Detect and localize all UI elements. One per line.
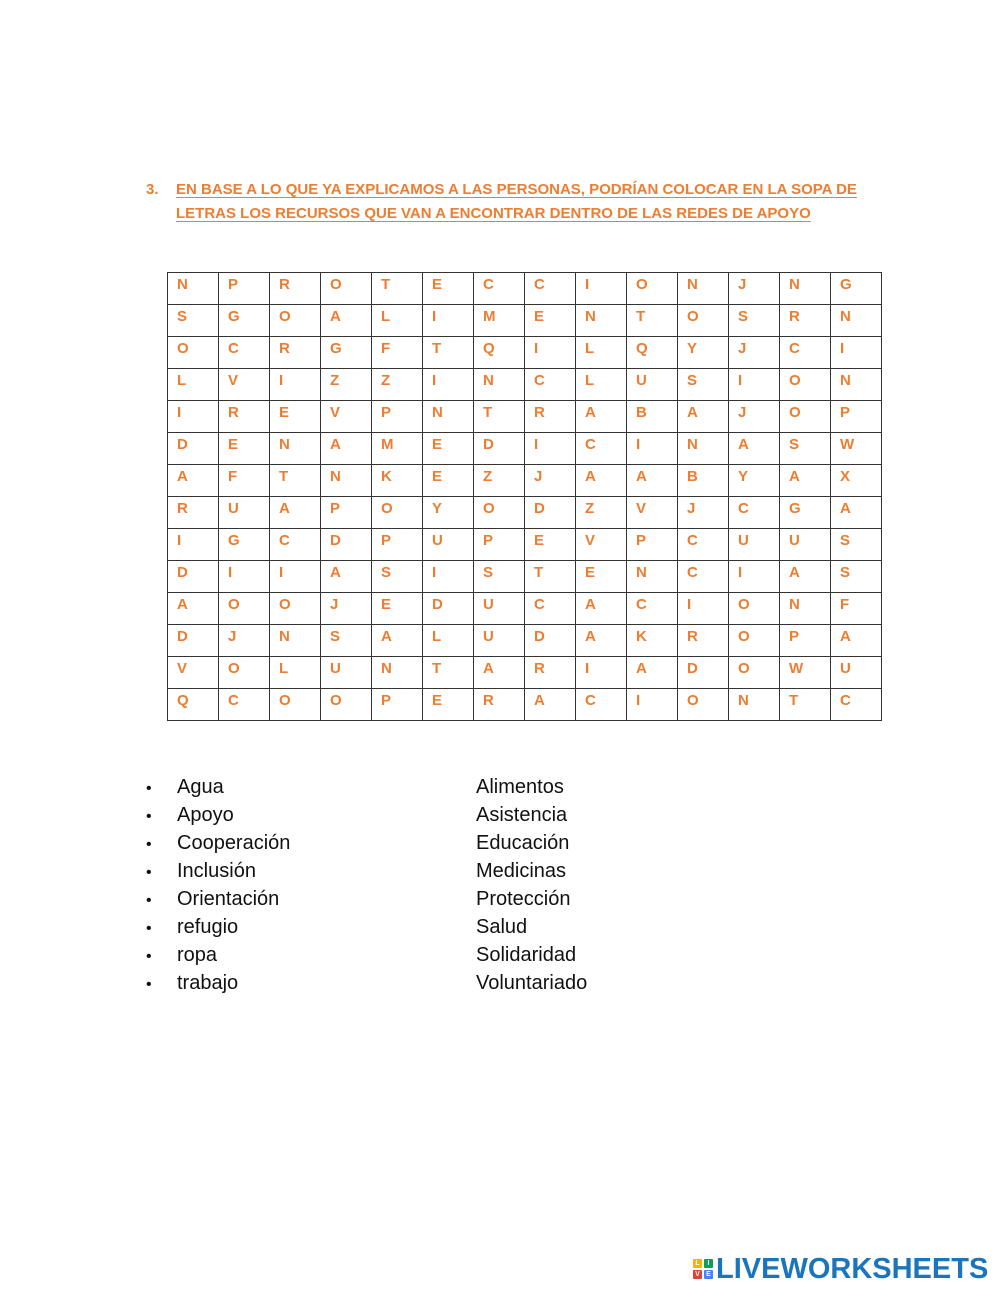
grid-cell[interactable]: I [219,561,270,593]
grid-row [168,401,882,433]
grid-cell[interactable]: T [423,657,474,689]
grid-cell[interactable]: D [168,625,219,657]
grid-cell[interactable]: F [219,465,270,497]
grid-cell[interactable]: U [729,529,780,561]
logo-mark-tile: V [693,1270,702,1279]
grid-cell[interactable]: O [678,689,729,721]
grid-cell[interactable]: I [576,657,627,689]
grid-cell[interactable]: D [474,433,525,465]
grid-cell[interactable]: I [729,561,780,593]
grid-cell[interactable]: O [321,273,372,305]
word-list-item [476,885,587,913]
grid-row [168,305,882,337]
grid-cell[interactable]: A [372,625,423,657]
grid-cell[interactable]: S [168,305,219,337]
grid-cell[interactable]: P [372,401,423,433]
instruction-line-2: LETRAS LOS RECURSOS QUE VAN A ENCONTRAR DENTRO DE LAS REDES DE APOYO [176,205,811,222]
grid-cell[interactable]: L [168,369,219,401]
grid-cell[interactable]: S [474,561,525,593]
grid-cell[interactable]: A [168,465,219,497]
grid-row [168,369,882,401]
grid-cell[interactable]: A [678,401,729,433]
grid-cell[interactable]: V [168,657,219,689]
grid-cell[interactable]: Y [423,497,474,529]
grid-cell[interactable]: O [780,369,831,401]
grid-cell[interactable]: N [576,305,627,337]
grid-cell[interactable]: O [780,401,831,433]
grid-cell[interactable]: S [729,305,780,337]
grid-cell[interactable]: S [780,433,831,465]
grid-cell[interactable]: L [372,305,423,337]
grid-cell[interactable]: G [219,305,270,337]
grid-cell[interactable]: R [525,657,576,689]
grid-cell[interactable]: O [474,497,525,529]
grid-cell[interactable]: O [321,689,372,721]
grid-cell[interactable]: U [780,529,831,561]
grid-row [168,273,882,305]
grid-cell[interactable]: P [474,529,525,561]
word-text: Orientación [177,888,280,910]
grid-cell[interactable]: D [525,625,576,657]
grid-cell[interactable]: N [729,689,780,721]
grid-cell[interactable]: R [780,305,831,337]
grid-cell[interactable]: I [423,305,474,337]
grid-cell[interactable]: A [831,497,882,529]
word-list-item [146,773,290,801]
grid-row [168,337,882,369]
grid-cell[interactable]: T [372,273,423,305]
grid-row [168,689,882,721]
grid-cell[interactable]: E [525,305,576,337]
grid-row [168,497,882,529]
grid-cell[interactable]: E [270,401,321,433]
grid-cell[interactable]: O [270,593,321,625]
grid-cell[interactable]: N [372,657,423,689]
grid-cell[interactable]: N [168,273,219,305]
grid-cell[interactable]: P [219,273,270,305]
grid-cell[interactable]: A [831,625,882,657]
word-text: Solidaridad [476,944,577,966]
grid-cell[interactable]: B [627,401,678,433]
grid-cell[interactable]: E [423,689,474,721]
grid-row [168,561,882,593]
instruction-line-1: EN BASE A LO QUE YA EXPLICAMOS A LAS PERSONAS, PODRÍAN COLOCAR EN LA SOPA DE [176,181,857,198]
bullet-icon: • [146,808,152,825]
grid-cell[interactable]: R [678,625,729,657]
grid-row [168,465,882,497]
grid-cell[interactable]: C [525,593,576,625]
grid-cell[interactable]: C [678,529,729,561]
word-text: Voluntariado [476,972,588,994]
grid-cell[interactable]: N [474,369,525,401]
grid-cell[interactable]: R [525,401,576,433]
grid-cell[interactable]: I [729,369,780,401]
grid-cell[interactable]: N [423,401,474,433]
grid-cell[interactable]: G [321,337,372,369]
grid-cell[interactable]: G [831,273,882,305]
grid-cell[interactable]: Z [321,369,372,401]
grid-cell[interactable]: P [372,529,423,561]
grid-cell[interactable]: A [627,657,678,689]
grid-cell[interactable]: T [270,465,321,497]
grid-cell[interactable]: C [729,497,780,529]
grid-cell[interactable]: A [474,657,525,689]
grid-cell[interactable]: A [525,689,576,721]
grid-cell[interactable]: O [678,305,729,337]
grid-cell[interactable]: C [627,593,678,625]
bullet-icon: • [146,920,152,937]
grid-cell[interactable]: I [168,529,219,561]
grid-row [168,529,882,561]
grid-cell[interactable]: E [372,593,423,625]
grid-cell[interactable]: E [423,273,474,305]
word-list-item [146,885,290,913]
grid-cell[interactable]: Z [474,465,525,497]
grid-cell[interactable]: I [525,337,576,369]
grid-cell[interactable]: Z [576,497,627,529]
grid-cell[interactable]: O [729,593,780,625]
grid-cell[interactable]: P [627,529,678,561]
grid-cell[interactable]: C [270,529,321,561]
grid-row [168,657,882,689]
word-list-item [476,941,587,969]
grid-cell[interactable]: A [576,401,627,433]
grid-cell[interactable]: T [627,305,678,337]
logo-mark-tile: E [704,1270,713,1279]
word-list-item [146,801,290,829]
grid-cell[interactable]: O [627,273,678,305]
grid-cell[interactable]: O [372,497,423,529]
grid-cell[interactable]: R [219,401,270,433]
grid-cell[interactable]: T [474,401,525,433]
grid-cell[interactable]: Y [729,465,780,497]
grid-cell[interactable]: E [423,433,474,465]
grid-cell[interactable]: S [678,369,729,401]
grid-cell[interactable]: C [219,337,270,369]
grid-row [168,625,882,657]
logo-mark-icon [693,1259,713,1279]
grid-cell[interactable]: U [219,497,270,529]
grid-cell[interactable]: J [525,465,576,497]
word-list-item [476,969,587,997]
grid-cell[interactable]: I [627,689,678,721]
grid-cell[interactable]: J [729,337,780,369]
logo-mark-tile: I [704,1259,713,1268]
grid-cell[interactable]: I [423,369,474,401]
word-text: Inclusión [177,860,256,882]
word-text: Alimentos [476,776,564,798]
word-list-item [146,913,290,941]
grid-cell[interactable]: S [321,625,372,657]
grid-cell[interactable]: S [831,561,882,593]
grid-cell[interactable]: I [831,337,882,369]
bullet-icon: • [146,948,152,965]
grid-cell[interactable]: Q [168,689,219,721]
grid-cell[interactable]: J [321,593,372,625]
word-text: Medicinas [476,860,567,882]
word-list-item [476,773,587,801]
question-number: 3. [146,181,159,198]
grid-cell[interactable]: E [423,465,474,497]
word-list-item [476,829,587,857]
grid-cell[interactable]: U [627,369,678,401]
grid-row [168,593,882,625]
grid-cell[interactable]: C [831,689,882,721]
grid-cell[interactable]: C [525,273,576,305]
grid-cell[interactable]: I [525,433,576,465]
word-text: trabajo [177,972,239,994]
logo-mark-tile: L [693,1259,702,1268]
word-list-item [146,969,290,997]
grid-cell[interactable]: O [168,337,219,369]
grid-cell[interactable]: C [780,337,831,369]
liveworksheets-logo [693,1254,988,1284]
grid-cell[interactable]: I [423,561,474,593]
word-list-item [476,913,587,941]
grid-cell[interactable]: C [219,689,270,721]
grid-cell[interactable]: L [270,657,321,689]
grid-cell[interactable]: O [729,625,780,657]
grid-cell[interactable]: N [678,433,729,465]
grid-cell[interactable]: X [831,465,882,497]
grid-cell[interactable]: N [270,625,321,657]
instruction-text [176,178,857,226]
grid-cell[interactable]: W [780,657,831,689]
grid-cell[interactable]: R [168,497,219,529]
grid-cell[interactable]: D [321,529,372,561]
grid-cell[interactable]: M [372,433,423,465]
grid-cell[interactable]: P [321,497,372,529]
grid-cell[interactable]: N [831,305,882,337]
grid-cell[interactable]: A [576,625,627,657]
grid-cell[interactable]: C [678,561,729,593]
grid-cell[interactable]: R [474,689,525,721]
grid-cell[interactable]: A [780,465,831,497]
grid-cell[interactable]: A [780,561,831,593]
word-text: Educación [476,832,570,854]
grid-cell[interactable]: Y [678,337,729,369]
grid-cell[interactable]: I [270,561,321,593]
grid-cell[interactable]: O [219,593,270,625]
bullet-icon: • [146,836,152,853]
bullet-icon: • [146,892,152,909]
grid-cell[interactable]: S [831,529,882,561]
grid-cell[interactable]: I [168,401,219,433]
grid-cell[interactable]: A [729,433,780,465]
instruction [146,178,886,226]
grid-cell[interactable]: I [627,433,678,465]
grid-cell[interactable]: A [321,433,372,465]
grid-cell[interactable]: G [780,497,831,529]
grid-cell[interactable]: I [678,593,729,625]
grid-cell[interactable]: E [525,529,576,561]
grid-cell[interactable]: N [678,273,729,305]
grid-cell[interactable]: O [270,689,321,721]
word-list-right [476,773,587,997]
grid-cell[interactable]: N [321,465,372,497]
grid-cell[interactable]: T [780,689,831,721]
grid-cell[interactable]: Q [627,337,678,369]
word-search-grid [167,272,882,721]
grid-cell[interactable]: O [219,657,270,689]
word-text: Protección [476,888,571,910]
grid-cell[interactable]: I [270,369,321,401]
grid-cell[interactable]: C [576,433,627,465]
grid-cell[interactable]: U [474,625,525,657]
grid-cell[interactable]: K [372,465,423,497]
grid-cell[interactable]: T [423,337,474,369]
grid-cell[interactable]: K [627,625,678,657]
grid-cell[interactable]: F [372,337,423,369]
grid-cell[interactable]: A [627,465,678,497]
grid-cell[interactable]: S [372,561,423,593]
grid-cell[interactable]: D [423,593,474,625]
word-text: refugio [177,916,239,938]
grid-cell[interactable]: J [678,497,729,529]
grid-cell[interactable]: O [729,657,780,689]
grid-cell[interactable]: W [831,433,882,465]
word-list-left [146,773,290,997]
grid-cell[interactable]: R [270,273,321,305]
grid-cell[interactable]: E [576,561,627,593]
grid-cell[interactable]: V [219,369,270,401]
grid-cell[interactable]: U [423,529,474,561]
grid-cell[interactable]: Z [372,369,423,401]
grid-cell[interactable]: I [576,273,627,305]
grid-cell[interactable]: C [576,689,627,721]
grid-cell[interactable]: N [831,369,882,401]
grid-cell[interactable]: G [219,529,270,561]
bullet-icon: • [146,780,152,797]
grid-cell[interactable]: N [627,561,678,593]
grid-cell[interactable]: F [831,593,882,625]
grid-cell[interactable]: U [831,657,882,689]
word-text: Agua [177,776,224,798]
grid-cell[interactable]: P [372,689,423,721]
grid-cell[interactable]: T [525,561,576,593]
word-list-item [476,801,587,829]
grid-cell[interactable]: J [729,401,780,433]
grid-cell[interactable]: A [168,593,219,625]
bullet-icon: • [146,976,152,993]
grid-cell[interactable]: D [525,497,576,529]
grid-cell[interactable]: U [321,657,372,689]
grid-cell[interactable]: V [627,497,678,529]
grid-cell[interactable]: P [780,625,831,657]
grid-cell[interactable]: P [831,401,882,433]
grid-cell[interactable]: Q [474,337,525,369]
bullet-icon: • [146,864,152,881]
word-text: ropa [177,944,218,966]
word-list-item [146,941,290,969]
word-list-item [146,829,290,857]
grid-cell[interactable]: V [321,401,372,433]
grid-cell[interactable]: R [270,337,321,369]
grid-cell[interactable]: L [423,625,474,657]
grid-cell[interactable]: C [525,369,576,401]
grid-cell[interactable]: D [678,657,729,689]
grid-cell[interactable]: N [780,593,831,625]
word-list-item [476,857,587,885]
grid-cell[interactable]: C [474,273,525,305]
grid-cell[interactable]: E [219,433,270,465]
logo-text: LIVEWORKSHEETS [716,1252,989,1285]
grid-cell[interactable]: O [270,305,321,337]
grid-cell[interactable]: A [321,561,372,593]
grid-cell[interactable]: D [168,433,219,465]
grid-cell[interactable]: L [576,369,627,401]
grid-cell[interactable]: A [321,305,372,337]
word-text: Asistencia [476,804,568,826]
grid-cell[interactable]: B [678,465,729,497]
grid-cell[interactable]: A [576,465,627,497]
grid-cell[interactable]: L [576,337,627,369]
grid-cell[interactable]: A [270,497,321,529]
grid-cell[interactable]: J [729,273,780,305]
grid-cell[interactable]: A [576,593,627,625]
grid-cell[interactable]: N [780,273,831,305]
grid-row [168,433,882,465]
grid-cell[interactable]: V [576,529,627,561]
grid-cell[interactable]: M [474,305,525,337]
grid-cell[interactable]: D [168,561,219,593]
word-text: Cooperación [177,832,291,854]
word-text: Salud [476,916,528,938]
word-text: Apoyo [177,804,234,826]
grid-cell[interactable]: J [219,625,270,657]
word-list-item [146,857,290,885]
grid-cell[interactable]: U [474,593,525,625]
grid-cell[interactable]: N [270,433,321,465]
